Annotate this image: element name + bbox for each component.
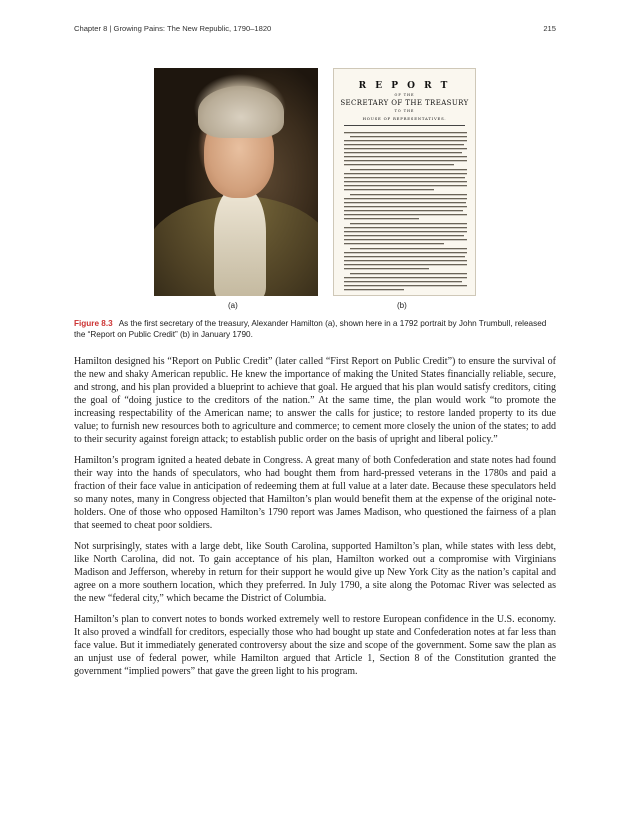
- page-number: 215: [543, 24, 556, 33]
- doc-secretary-line: SECRETARY OF THE TREASURY: [340, 99, 469, 107]
- report-document-image: [333, 68, 476, 296]
- figure: [154, 68, 476, 314]
- paragraph: Hamilton’s plan to convert notes to bonds worked extremely well to restore European confidence in the U.S. economy. It also proved a windfall for creditors, especially those who had bought up state and Confederation notes at far less than face value. But it immediately generated controversy about the size and scope of the government. Some saw the plan as an unjust use of federal power, while Hamilton argued that Article 1, Section 8 of the Constitution granted the government “implied powers” that gave the green light to his program.: [74, 614, 556, 677]
- document-text-lines: [344, 132, 467, 296]
- doc-divider: [344, 125, 465, 126]
- doc-house-line: HOUSE OF REPRESENTATIVES.: [362, 116, 447, 121]
- figure-label-a: (a): [228, 301, 238, 310]
- body-text: [74, 355, 556, 686]
- doc-report-title: R E P O R T: [358, 81, 451, 91]
- doc-of-the: OF THE: [394, 93, 415, 97]
- figure-caption: [74, 319, 556, 340]
- page-header: [74, 24, 556, 33]
- document-body-texture: [344, 132, 465, 296]
- figure-label-b: (b): [397, 301, 407, 310]
- document-heading: [334, 81, 475, 121]
- paragraph: Not surprisingly, states with a large debt, like South Carolina, supported Hamilton’s plan, while states with less debt, like North Carolina, did not. To gain acceptance of his plan, Hamilton worked out a compromise with Virginians Madison and Jefferson, whereby in return for their support he would give up New York City as the nation’s capital and agree on a more southern location, which they preferred. In July 1790, a site along the Potomac River was selected as the new “federal city,” which became the District of Columbia.: [74, 541, 556, 604]
- figure-caption-label: Figure 8.3: [74, 319, 113, 328]
- figure-caption-text: As the first secretary of the treasury, Alexander Hamilton (a), shown here in a 1792 portrait by John Trumbull, released the “Report on Public Credit” (b) in January 1790.: [74, 319, 547, 339]
- doc-to-the: TO THE: [394, 109, 415, 113]
- hamilton-portrait-image: [154, 68, 318, 296]
- paragraph: Hamilton’s program ignited a heated debate in Congress. A great many of both Confederation and state notes had found their way into the hands of speculators, who had bought them from hard-pressed veterans in the 1780s and paid a fraction of their face value in anticipation of redeeming them at full value at a later date. Because these speculators held so many notes, many in Congress objected that Hamilton’s plan would benefit them at the expense of the original note-holders. One of those who opposed Hamilton’s 1790 report was James Madison, who questioned the fairness of a plan that seemed to cheat poor soldiers.: [74, 455, 556, 531]
- portrait-cravat: [214, 188, 266, 296]
- portrait-hair: [198, 86, 284, 138]
- paragraph: Hamilton designed his “Report on Public Credit” (later called “First Report on Public Credit”) to ensure the survival of the new and shaky American republic. He knew the importance of making the United States financially reliable, secure, and strong, and his plan provided a blueprint to achieve that goal. He argued that his plan would satisfy creditors, citing the goal of “doing justice to the creditors of the nation.” At the same time, the plan would work “to promote the increasing respectability of the American name; to answer the calls for justice; to restore landed property to its due value; to furnish new resources both to agriculture and commerce; to cement more closely the union of the states; to add to their security against foreign attack; to establish public order on the basis of upright and liberal policy.”: [74, 356, 556, 445]
- chapter-title: Chapter 8 | Growing Pains: The New Republic, 1790–1820: [74, 24, 272, 33]
